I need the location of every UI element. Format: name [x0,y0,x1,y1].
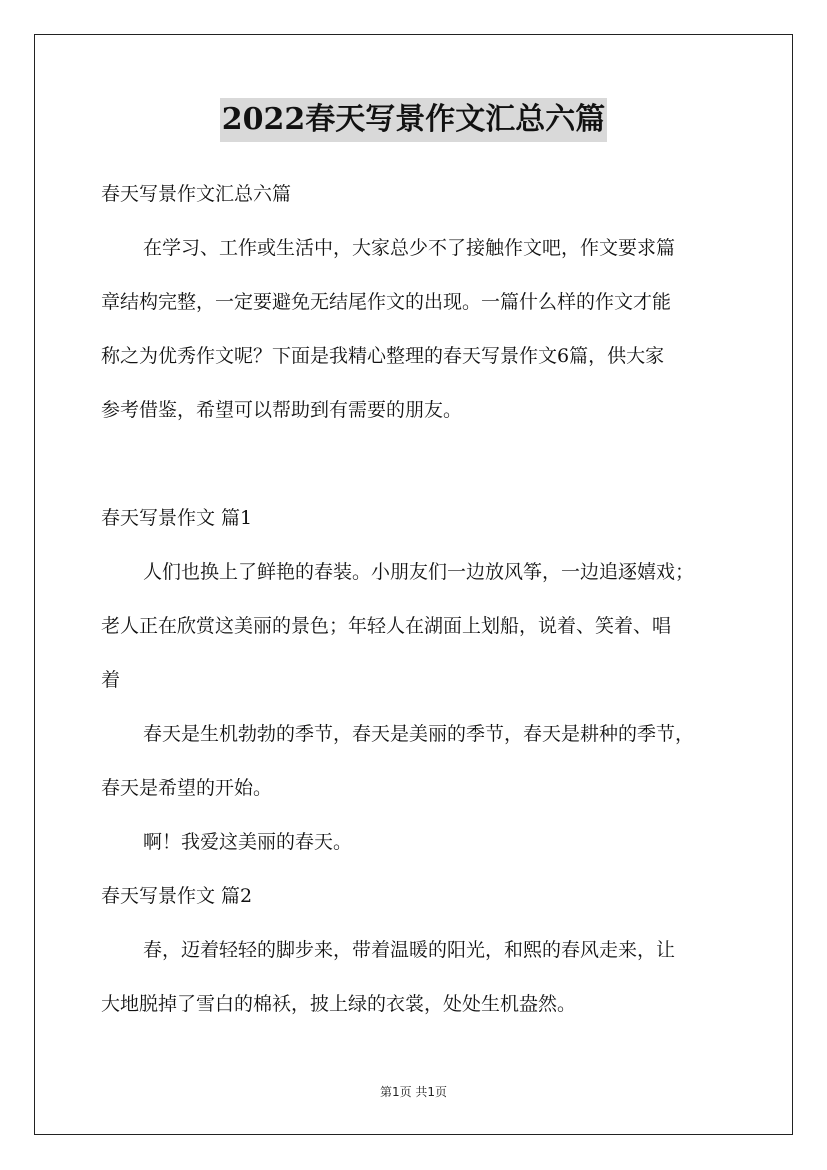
title-container [0,98,827,142]
paragraph-line: 大地脱掉了雪白的棉袄，披上绿的衣裳，处处生机盎然。 [101,993,577,1015]
paragraph-line: 在学习、工作或生活中，大家总少不了接触作文吧，作文要求篇 [143,237,676,259]
paragraph-line: 啊！我爱这美丽的春天。 [143,831,353,853]
paragraph-line: 参考借鉴，希望可以帮助到有需要的朋友。 [101,399,463,421]
paragraph-line: 称之为优秀作文呢？下面是我精心整理的春天写景作文6篇，供大家 [101,345,665,367]
paragraph-line: 老人正在欣赏这美丽的景色；年轻人在湖面上划船，说着、笑着、唱 [101,615,672,637]
paragraph-line: 章结构完整，一定要避免无结尾作文的出现。一篇什么样的作文才能 [101,291,672,313]
paragraph-line: 春天是希望的开始。 [101,777,273,799]
paragraph-line: 着 [101,669,121,691]
section-heading: 春天写景作文 篇2 [101,885,253,907]
paragraph-line: 人们也换上了鲜艳的春装。小朋友们一边放风筝，一边追逐嬉戏； [143,561,695,583]
section-heading: 春天写景作文 篇1 [101,507,253,529]
page-footer: 第1页 共1页 [379,1085,448,1099]
subtitle-line: 春天写景作文汇总六篇 [101,183,292,205]
document-title: 2022春天写景作文汇总六篇 [220,98,608,142]
paragraph-line: 春天是生机勃勃的季节，春天是美丽的季节，春天是耕种的季节， [143,723,695,745]
paragraph-line: 春，迈着轻轻的脚步来，带着温暖的阳光，和熙的春风走来，让 [143,939,676,961]
